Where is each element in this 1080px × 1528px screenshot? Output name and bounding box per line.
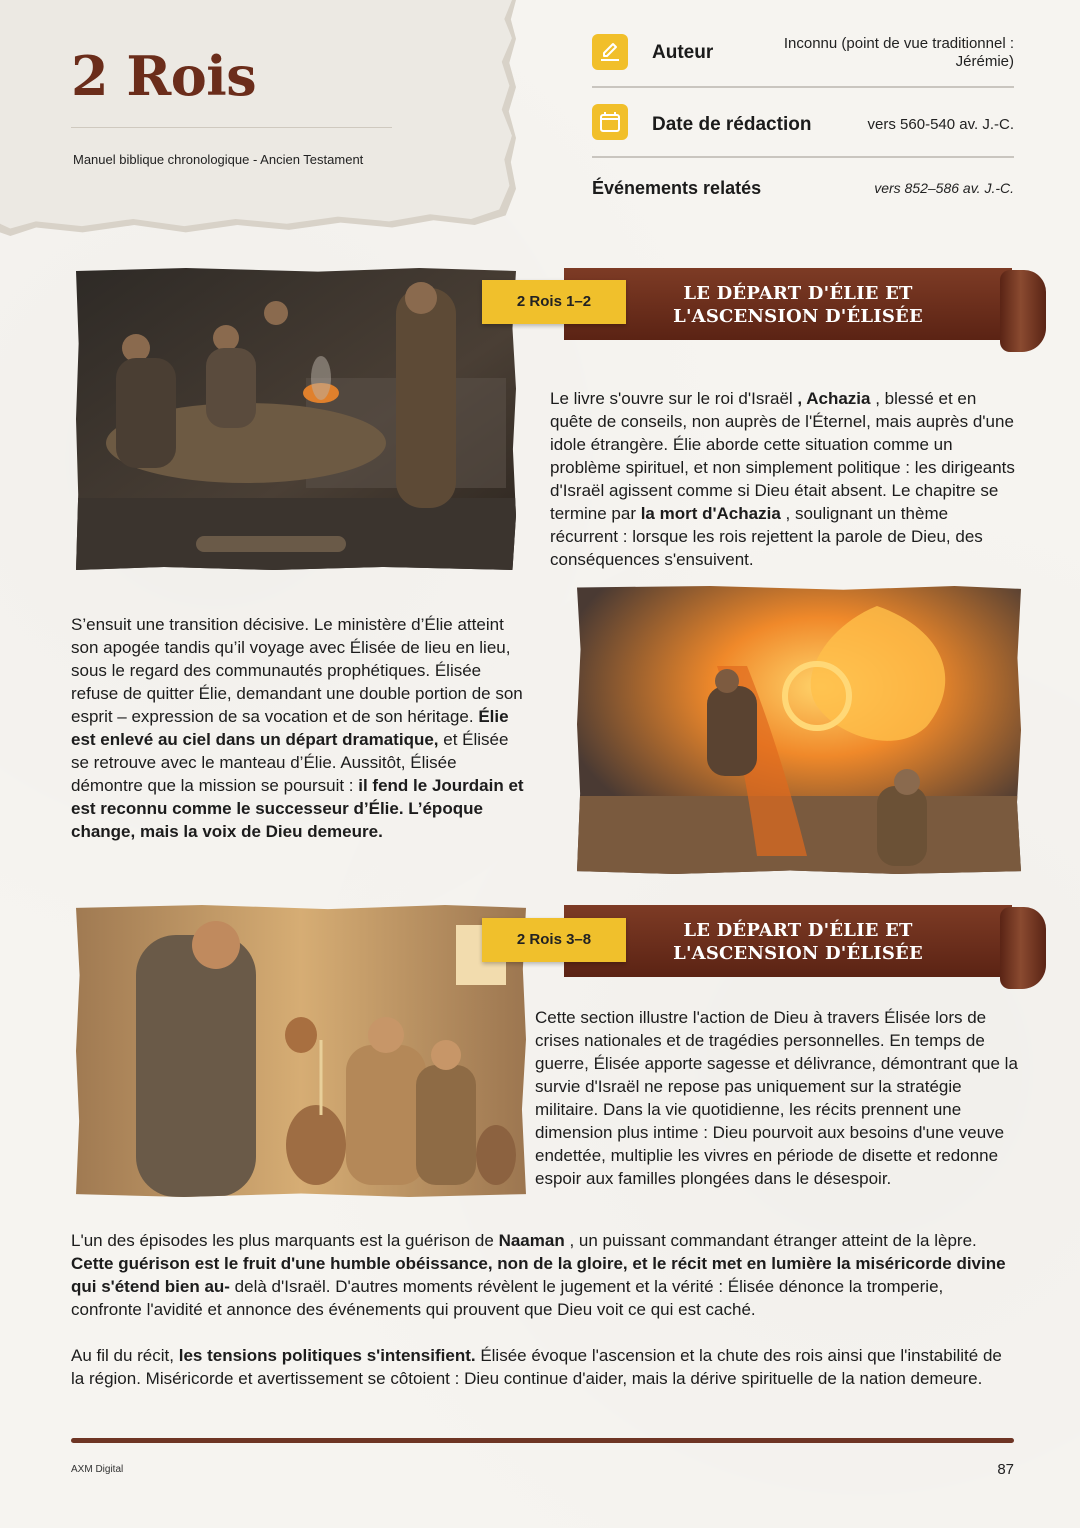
section-title-2: LE DÉPART D'ÉLIE ET L'ASCENSION D'ÉLISÉE <box>673 920 923 964</box>
banner-scroll-end <box>1000 270 1046 352</box>
info-date-row <box>592 104 1014 158</box>
date-value: vers 560-540 av. J.-C. <box>867 116 1014 133</box>
illustration-elijah-chariot-of-fire <box>577 586 1021 874</box>
footer-publisher: AXM Digital <box>71 1464 124 1475</box>
footer-divider <box>71 1438 1014 1443</box>
illustration-achazia-sickbed <box>76 268 516 570</box>
info-events-row <box>592 172 1014 206</box>
info-author-row <box>592 34 1014 88</box>
section1-paragraph-2: S’ensuit une transition décisive. Le ministère d’Élie atteint son apogée tandis qu’il voyage avec Élisée de lieu en lieu, sous le regard des communautés prophétiques. Élisée refuse de quitter Élie, demandant une double portion de son esprit – expression de sa vocation et de son héritage. Élie est enlevé au ciel dans un départ dramatique, et Élisée se retrouve avec le manteau d’Élie. Aussitôt, Élisée démontre que la mission se poursuit : il fend le Jourdain et est reconnu comme le successeur d’Élie. L’époque change, mais la voix de Dieu demeure. <box>71 615 524 841</box>
date-label: Date de rédaction <box>652 114 812 135</box>
section2-paragraph-2: L'un des épisodes les plus marquants est la guérison de Naaman , un puissant commandant étranger atteint de la lèpre. Cette guérison est le fruit d'une humble obéissance, non de la gloire, et le récit met en lumière la miséricorde divine qui s'étend bien au- delà d'Israël. D'autres moments révèlent le jugement et la vérité : Élisée dénonce la tromperie, confronte l'avidité et annonce des événements qui prouvent que Dieu voit ce qui est caché. <box>71 1231 1006 1319</box>
book-subtitle: Manuel biblique chronologique - Ancien Testament <box>73 152 364 167</box>
author-value: Inconnu (point de vue traditionnel : Jérémie) <box>783 35 1014 70</box>
events-label: Événements relatés <box>592 178 762 198</box>
section-banner-2 <box>564 905 1046 979</box>
events-value: vers 852–586 av. J.-C. <box>874 180 1014 196</box>
book-title: 2 Rois <box>71 44 257 108</box>
illustration-widow-oil-jars <box>76 905 526 1197</box>
section-title-1: LE DÉPART D'ÉLIE ET L'ASCENSION D'ÉLISÉE <box>673 283 923 327</box>
title-paper <box>0 0 512 238</box>
pencil-icon <box>592 34 628 70</box>
banner-scroll-end <box>1000 907 1046 989</box>
author-label: Auteur <box>652 42 714 63</box>
section-banner-1 <box>564 268 1046 342</box>
section2-paragraph-1: Cette section illustre l'action de Dieu à travers Élisée lors de crises nationales et de tragédies personnelles. En temps de guerre, Élisée apporte sagesse et délivrance, démontrant que la survie d'Israël ne repose pas uniquement sur la stratégie militaire. Dans la vie quotidienne, les récits prennent une dimension plus intime : Dieu pourvoit aux besoins d'une veuve endettée, multiplie les vivres en période de disette et redonne espoir aux familles plongées dans le désespoir. <box>535 1008 1018 1188</box>
title-divider <box>71 127 392 128</box>
scripture-ref-tag-1: 2 Rois 1–2 <box>482 280 626 324</box>
calendar-icon <box>592 104 628 140</box>
page-number: 87 <box>997 1461 1014 1478</box>
section1-paragraph-1: Le livre s'ouvre sur le roi d'Israël , Achazia , blessé et en quête de conseils, non auprès de l'Éternel, mais auprès d'une idole étrangère. Élie aborde cette situation comme un problème spirituel, et non simplement politique : les dirigeants d'Israël agissent comme si Dieu était absent. Le chapitre se termine par la mort d'Achazia , soulignant un thème récurrent : lorsque les rois rejettent la parole de Dieu, des conséquences s'ensuivent. <box>550 389 1015 569</box>
section2-paragraph-3: Au fil du récit, les tensions politiques s'intensifient. Élisée évoque l'ascension et la chute des rois ainsi que l'instabilité de la région. Miséricorde et avertissement se côtoient : Dieu continue d'aider, mais la dérive spirituelle de la nation demeure. <box>71 1346 1002 1388</box>
scripture-ref-tag-2: 2 Rois 3–8 <box>482 918 626 962</box>
